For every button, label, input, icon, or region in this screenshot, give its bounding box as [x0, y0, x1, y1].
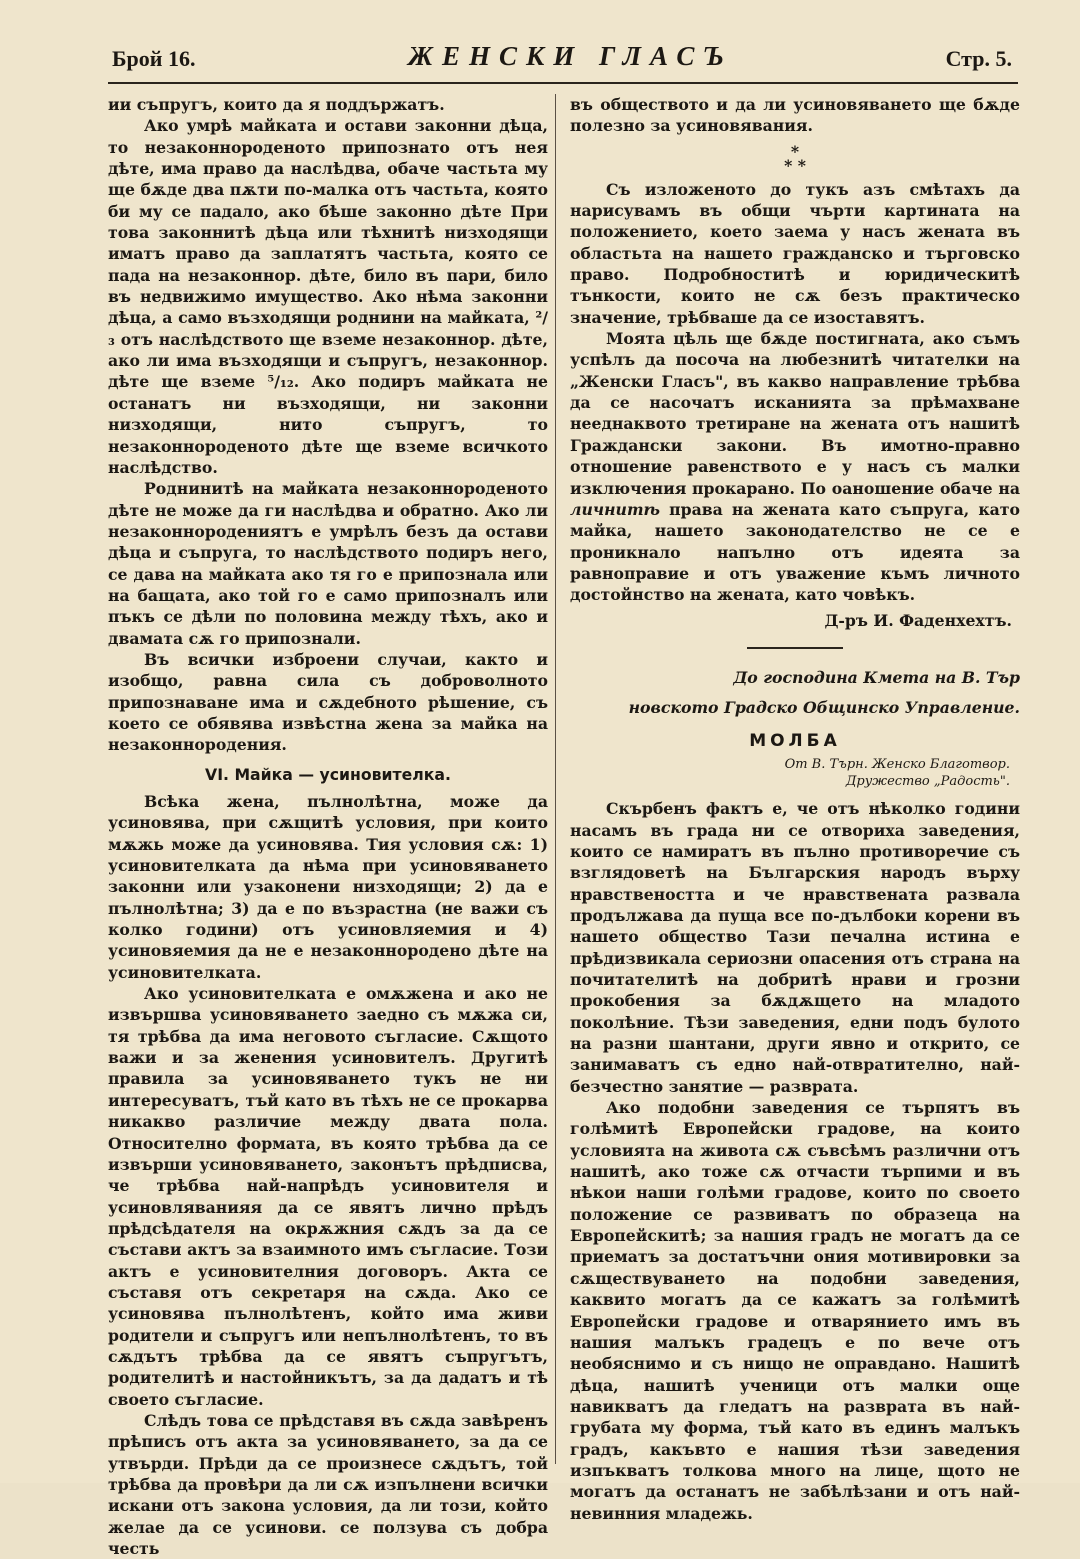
- column-divider: [555, 94, 556, 1464]
- asterism-top: *: [790, 141, 800, 161]
- emphasis: личнитѣ: [570, 499, 661, 519]
- sender-line: Дружество „Радость".: [845, 774, 1010, 790]
- paragraph: въ обществото и да ли усиновяването ще бѫде полезно за усиновявания.: [570, 95, 1020, 136]
- header-rule: [108, 82, 1018, 84]
- section-break: [570, 141, 1020, 175]
- separator-rule: [747, 647, 843, 649]
- paragraph: Ако усиновителката е омѫжена и ако не извършва усиновяването заедно съ мѫжа си, тя трѣбва да има неговото съгласие. Сѫщото важи и за женения усиновителъ. Другитѣ правила за усиновяването тукъ не ни интересуватъ, тъй като въ тѣхъ не се прокарва никакво различие между двата пола. Относително формата, въ която трѣбва да се извърши усиновяването, законътъ прѣдписва, че трѣбва най-напрѣдъ усиновителя и усиновляванияя да се явятъ лично прѣдъ прѣдсѣдателя на окрѫжния сѫдъ за да се състави актъ за взаимното имъ съгласие. Този актъ е усиновителния договоръ. Акта се съставя отъ секретаря на сѫда. Ако се усиновява пълнолѣтенъ, който има живи родители и съпругъ или непълнолѣтенъ, то въ сѫдътъ трѣбва да се явятъ съпругътъ, родителитѣ и настойникътъ, за да дадатъ и тѣ своето съгласие.: [108, 984, 548, 1409]
- author-signature: Д-ръ И. Фаденхехтъ.: [824, 610, 1012, 630]
- fraction: ²/₃: [108, 308, 548, 349]
- right-column: [570, 94, 1020, 1524]
- paragraph: ии съпругъ, които да я поддържатъ.: [108, 95, 445, 114]
- left-column: [108, 94, 548, 1559]
- address-line: До господина Кмета на В. Тър: [733, 667, 1020, 687]
- paragraph: Слѣдъ това се прѣдставя въ сѫда завѣренъ прѣписъ отъ акта за усиновяването, за да се утвърди. Прѣди да се произнесе сѫдътъ, той трѣбва да провѣри да ли сѫ изпълнени всички искани отъ закона условия, да ли този, който желае да се усинови. се ползува съ добра честь: [108, 1410, 548, 1559]
- paragraph: Скърбенъ фактъ е, че отъ нѣколко години насамъ въ града ни се отвориха заведения, които се намиратъ въ пълно противоречие съ взглядоветѣ на Българския народъ върху нравствеността и че нравствената развала продължава да пуща все по-дълбоки корени въ нашето общество Тази печална истина е прѣдизвикала сериозни опасения отъ страна на почитателитѣ на добритѣ нрави и грозни прокобения за бѫдѫщето на младото поколѣние. Тѣзи заведения, едни подъ булото на разни шантани, други явно и открито, се занимаватъ съ едно най-отвратително, най-безчестно занятие — разврата.: [570, 799, 1020, 1096]
- paragraph: Съ изложеното до тукъ азъ смѣтахъ да нарисувамъ въ общи чърти картината на положението, което заема у насъ жената въ областьта на нашето гражданско и търговско право. Подробноститѣ и юридическитѣ тънкости, които не сѫ безъ практическо значение, трѣбваше да се изоставятъ.: [570, 179, 1020, 327]
- paragraph-text: права на жената като съпруга, като майка, нашето законодателство не се е проникнало напълно отъ идеята за равноправие и отъ уважение къмъ личното достойнство на жената, като човѣкъ.: [570, 499, 1020, 605]
- paragraph-text: отъ наслѣдството ще вземе незаконнор. дѣте, ако ли има възходящи и съпругъ, незаконнор. дѣте ще вземе: [108, 329, 548, 392]
- section-heading: VI. Майка — усиновителка.: [205, 764, 451, 784]
- paragraph: Въ всички изброени случаи, както и изобщо, равна сила съ доброволното припознаване има и сѫдебното рѣшение, съ което се обявява извѣстна жена за майка на незаконнородения.: [108, 649, 548, 755]
- paragraph: [108, 115, 548, 478]
- paragraph-text: Моята цѣль ще бѫде постигната, ако съмъ успѣлъ да посоча на любезнитѣ читателки на „Женски Гласъ", въ какво направление трѣбва да се насочатъ исканията за прѣмахване нееднаквото третиране на жената отъ нашитѣ Граждански закони. Въ имотно-правно отношение равенството е у насъ съ малки изключения прокарано. По оаношение обаче на: [570, 329, 1020, 498]
- paragraph: [570, 328, 1020, 605]
- paragraph: Роднинитѣ на майката незаконнороденото дѣте не може да ги наслѣдва и обратно. Ако ли незаконнородениятъ е умрѣлъ безъ да остави дѣца и съпруга, то наслѣдството подиръ него, се дава на майката ако тя го е припознала или на бащата, ако той го е само припозналъ или пъкъ се дѣли по половина между тѣхъ, ако и двамата сѫ го припознали.: [108, 479, 548, 648]
- newspaper-title: ЖЕНСКИ ГЛАСЪ: [408, 41, 733, 71]
- petition-title: МОЛБА: [749, 730, 841, 751]
- address-line: новското Градско Общинско Управление.: [628, 697, 1020, 717]
- petition-sender: [570, 756, 1020, 790]
- sender-line: От В. Търн. Женско Благотвор.: [784, 757, 1010, 773]
- paragraph-text: Ако умрѣ майката и остави законни дѣца, то незаконнороденото припознато отъ нея дѣте, има право да наслѣдва, обаче частьта му ще бѫде два пѫти по-малка отъ частьта, която би му се падало, ако бѣше законно дѣте При това законнитѣ дѣца или тѣхнитѣ низходящи иматъ право да заплатятъ частьта, която се пада на незаконнор. дѣте, било въ пари, било въ недвижимо имущество. Ако нѣма законни дѣца, а само възходящи роднини на майката,: [108, 116, 548, 328]
- asterism-bottom: * *: [784, 155, 806, 175]
- paragraph: Ако подобни заведения се търпятъ въ голѣмитѣ Европейски градове, на които условията на живота сѫ съвсѣмъ различни отъ нашитѣ, ако тоже сѫ отчасти търпими и въ нѣкои наши голѣми градове, които по своето положение се развиватъ по образеца на Европейскитѣ; за нашия градъ не могатъ да се приематъ за достатъчни ония мотивировки за сѫществуването на подобни заведения, каквито могатъ да се кажатъ за голѣмитѣ Европейски градове и отварянието имъ въ нашия малъкъ градецъ е по вече отъ необяснимо и съ нищо не оправдано. Нашитѣ дѣца, нашитѣ ученици отъ малки още навикватъ да гледатъ на разврата въ най-грубата му форма, тъй като въ единъ малъкъ градъ, какъвто е нашия тѣзи заведения изпъкватъ толкова много на лице, щото не могатъ да останатъ не забѣлѣзани и отъ най-невинния младежь.: [570, 1098, 1020, 1523]
- page-header: [112, 28, 1012, 72]
- issue-number: Брой 16.: [112, 46, 196, 71]
- page-number: Стр. 5.: [945, 46, 1012, 71]
- fraction: ⁵/₁₂: [267, 372, 294, 392]
- paragraph-text: . Ако подиръ майката не останатъ ни възходящи, ни законни низходящи, нито съпругъ, то незаконнороденото дѣте ще вземе всичкото наслѣдство.: [108, 372, 549, 477]
- paragraph: Всѣка жена, пълнолѣтна, може да усиновява, при сѫщитѣ условия, при които мѫжь може да усиновява. Тия условия сѫ: 1) усиновителката да нѣма при усиновяването законни или узаконени низходящи; 2) да е пълнолѣтна; 3) да е по възрастна (не важи съ колко години) отъ усиновляемия и 4) усиновяемия да не е незаконнородено дѣте на усиновителката.: [108, 792, 548, 982]
